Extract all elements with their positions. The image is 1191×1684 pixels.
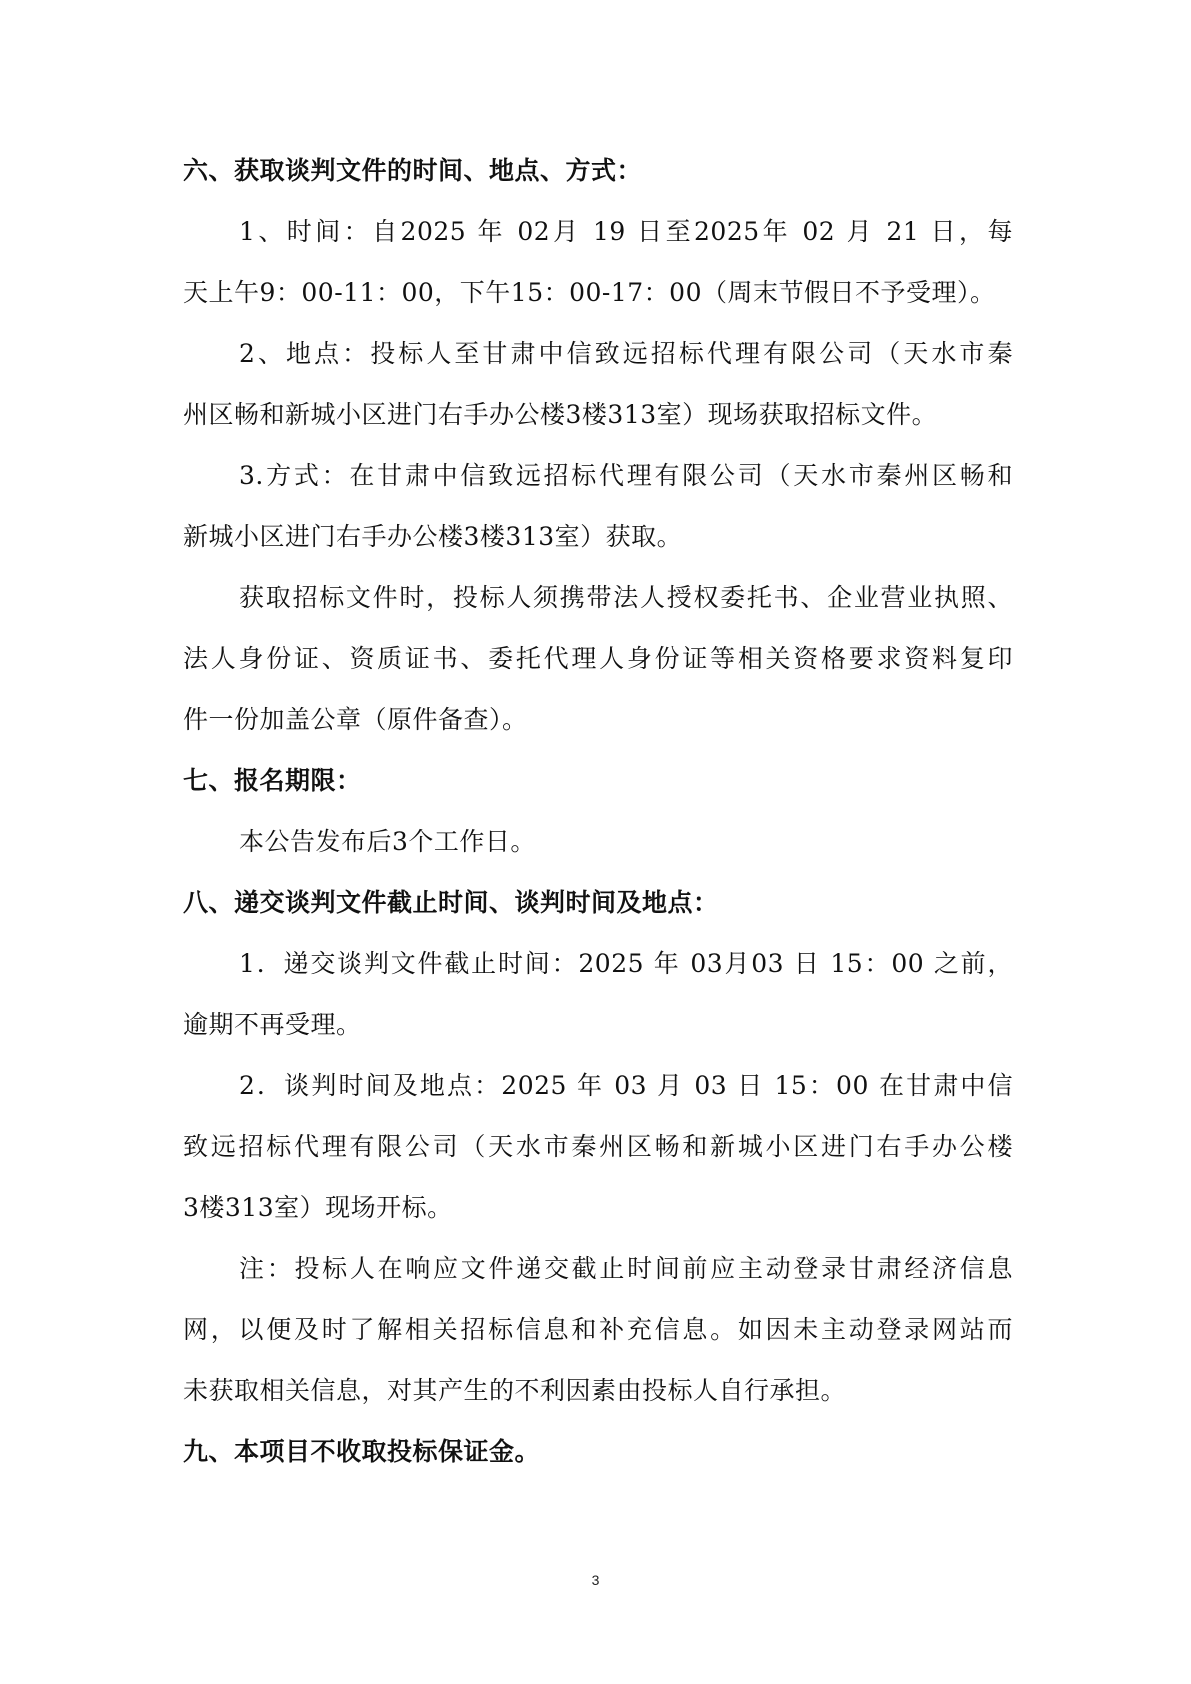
paragraph-line: 网，以便及时了解相关招标信息和补充信息。如因未主动登录网站而 — [183, 1315, 1013, 1344]
paragraph-line: 1、时间：自2025 年 02月 19 日至2025年 02 月 21 日，每 — [239, 217, 1013, 246]
paragraph-line: 2、地点：投标人至甘肃中信致远招标代理有限公司（天水市秦 — [239, 339, 1013, 368]
section-heading: 八、递交谈判文件截止时间、谈判时间及地点： — [183, 888, 719, 917]
section-heading: 七、报名期限： — [183, 766, 362, 795]
document-body — [183, 152, 1013, 1471]
paragraph-line: 法人身份证、资质证书、委托代理人身份证等相关资格要求资料复印 — [183, 644, 1013, 673]
paragraph-line: 3楼313室）现场开标。 — [183, 1193, 453, 1222]
section-heading: 六、获取谈判文件的时间、地点、方式： — [183, 156, 643, 185]
paragraph-line: 注：投标人在响应文件递交截止时间前应主动登录甘肃经济信息 — [239, 1254, 1013, 1283]
paragraph-line: 1．递交谈判文件截止时间：2025 年 03月03 日 15：00 之前， — [239, 949, 1013, 978]
paragraph-line: 件一份加盖公章（原件备查）。 — [183, 705, 528, 734]
paragraph-line: 获取招标文件时，投标人须携带法人授权委托书、企业营业执照、 — [239, 583, 1013, 612]
paragraph-line: 天上午9：00-11：00，下午15：00-17：00（周末节假日不予受理）。 — [183, 278, 996, 307]
paragraph-line: 本公告发布后3个工作日。 — [239, 827, 536, 856]
section-heading: 九、本项目不收取投标保证金。 — [183, 1437, 541, 1466]
page-number: 3 — [591, 1572, 600, 1588]
paragraph-line: 逾期不再受理。 — [183, 1010, 362, 1039]
paragraph-line: 2．谈判时间及地点：2025 年 03 月 03 日 15：00 在甘肃中信 — [239, 1071, 1013, 1100]
paragraph-line: 3.方式：在甘肃中信致远招标代理有限公司（天水市秦州区畅和 — [239, 461, 1013, 490]
paragraph-line: 州区畅和新城小区进门右手办公楼3楼313室）现场获取招标文件。 — [183, 400, 938, 429]
paragraph-line: 未获取相关信息，对其产生的不利因素由投标人自行承担。 — [183, 1376, 847, 1405]
paragraph-line: 新城小区进门右手办公楼3楼313室）获取。 — [183, 522, 683, 551]
paragraph-line: 致远招标代理有限公司（天水市秦州区畅和新城小区进门右手办公楼 — [183, 1132, 1013, 1161]
